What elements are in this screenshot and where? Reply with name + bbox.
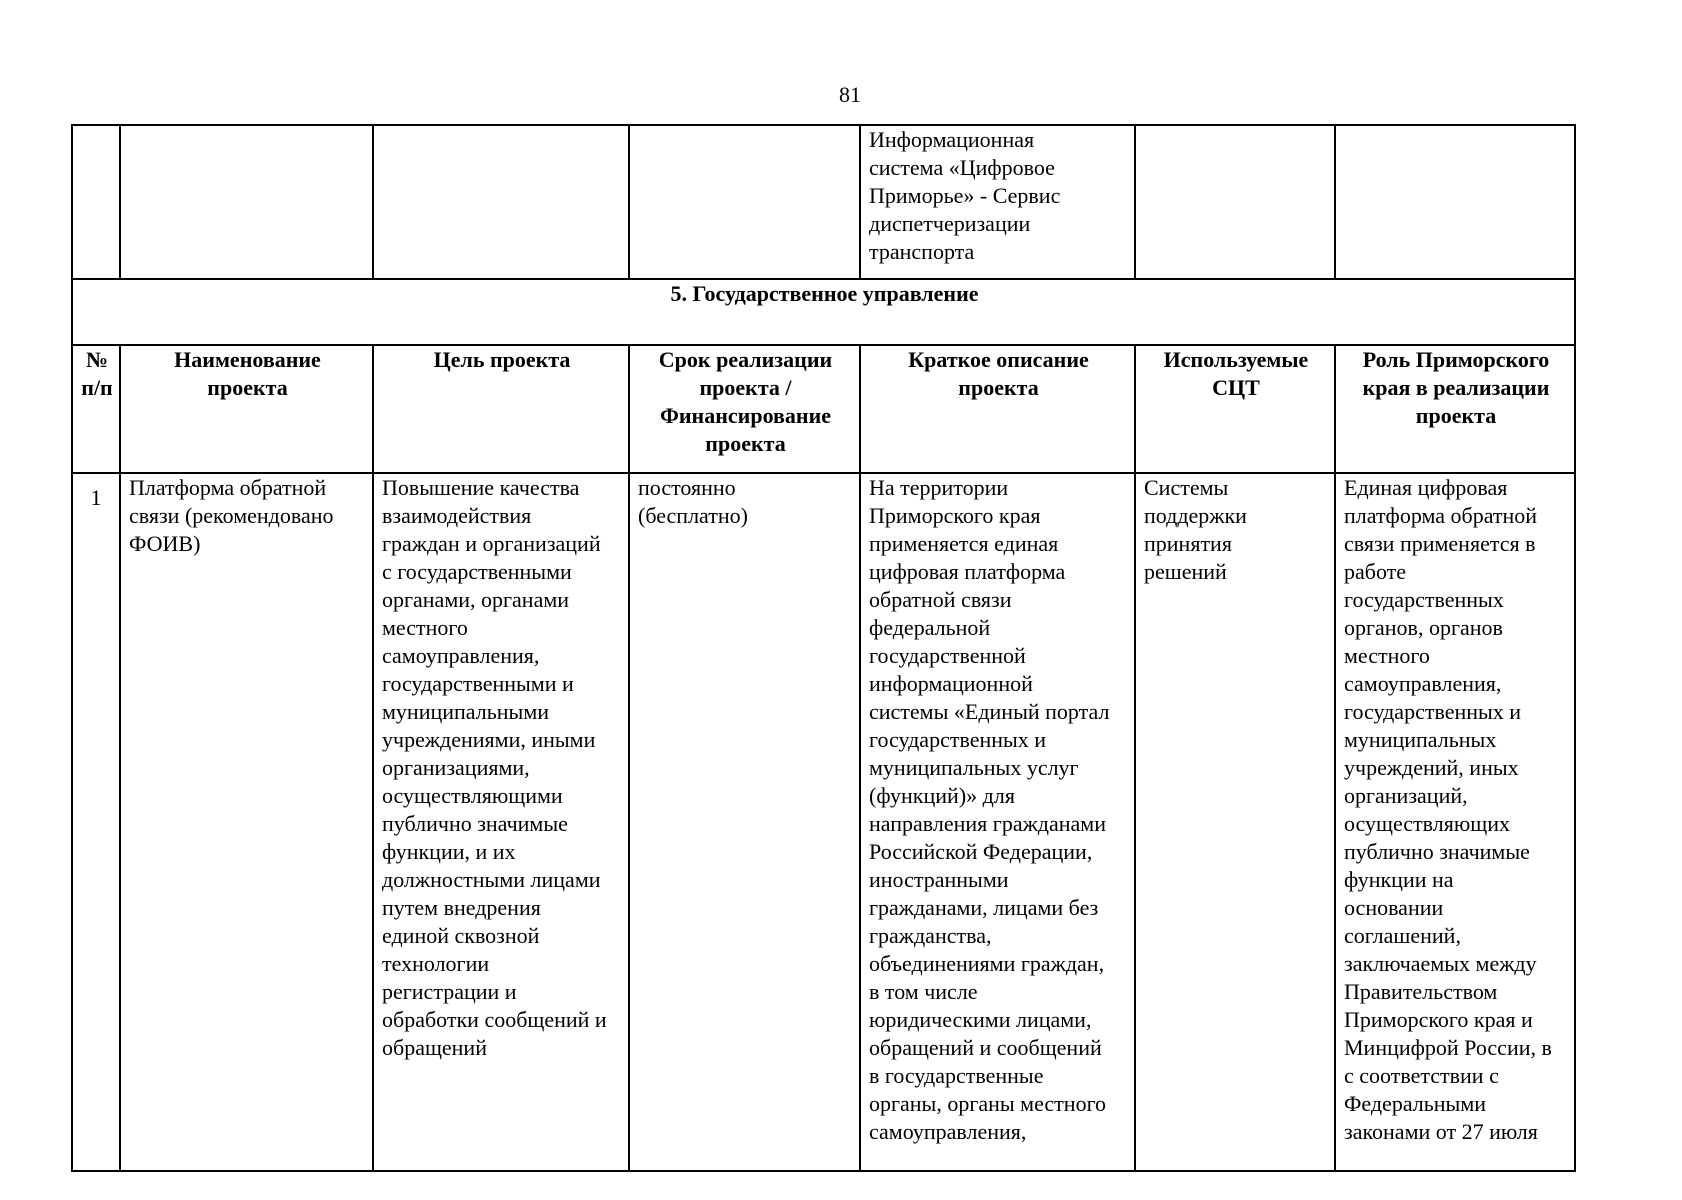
header-technologies: Используемые СЦТ [1135,345,1335,473]
table-row [72,473,1575,1171]
section-row [72,279,1575,345]
projects-table [71,124,1576,1172]
page-number: 81 [839,82,861,107]
cont-name-cell [120,125,373,279]
cont-num-cell [72,125,120,279]
header-role: Роль Приморского края в реализации проекта [1335,345,1575,473]
continuation-row [72,125,1575,279]
header-name: Наименование проекта [120,345,373,473]
section-title: 5. Государственное управление [72,279,1575,345]
cont-description-text: Информационная система «Цифровое Приморье» - Сервис диспетчеризации транспорта [869,127,1061,264]
table-header-row [72,345,1575,473]
cont-role-cell [1335,125,1575,279]
row-description: На территории Приморского края применяется единая цифровая платформа обратной связи федеральной государственной информационной системы «Единый портал государственных и муниципальных услуг (функций)» для направления гражданами Российской Федерации, иностранными гражданами, лицами без гражданства, объединениями граждан, в том числе юридическими лицами, обращений и сообщений в государственные органы, органы местного самоуправления, [860,473,1135,1171]
row-technologies: Системы поддержки принятия решений [1135,473,1335,1171]
row-num: 1 [72,473,120,1171]
header-goal: Цель проекта [373,345,629,473]
cont-term-cell [629,125,860,279]
cont-goal-cell [373,125,629,279]
row-goal: Повышение качества взаимодействия граждан и организаций с государственными органами, органами местного самоуправления, государственными и муниципальными учреждениями, иными организациями, осуществляющими публично значимые функции, и их должностными лицами путем внедрения единой сквозной технологии регистрации и обработки сообщений и обращений [373,473,629,1171]
row-term: постоянно (бесплатно) [629,473,860,1171]
header-description: Краткое описание проекта [860,345,1135,473]
header-term: Срок реализации проекта / Финансирование проекта [629,345,860,473]
row-name: Платформа обратной связи (рекомендовано ФОИВ) [120,473,373,1171]
cont-technologies-cell [1135,125,1335,279]
cont-description-cell [860,125,1135,279]
header-num: № п/п [72,345,120,473]
row-role: Единая цифровая платформа обратной связи применяется в работе государственных органов, органов местного самоуправления, государственных и муниципальных учреждений, иных организаций, осуществляющих публично значимые функции на основании соглашений, заключаемых между Правительством Приморского края и Минцифрой России, в с соответствии с Федеральными законами от 27 июля [1335,473,1575,1171]
